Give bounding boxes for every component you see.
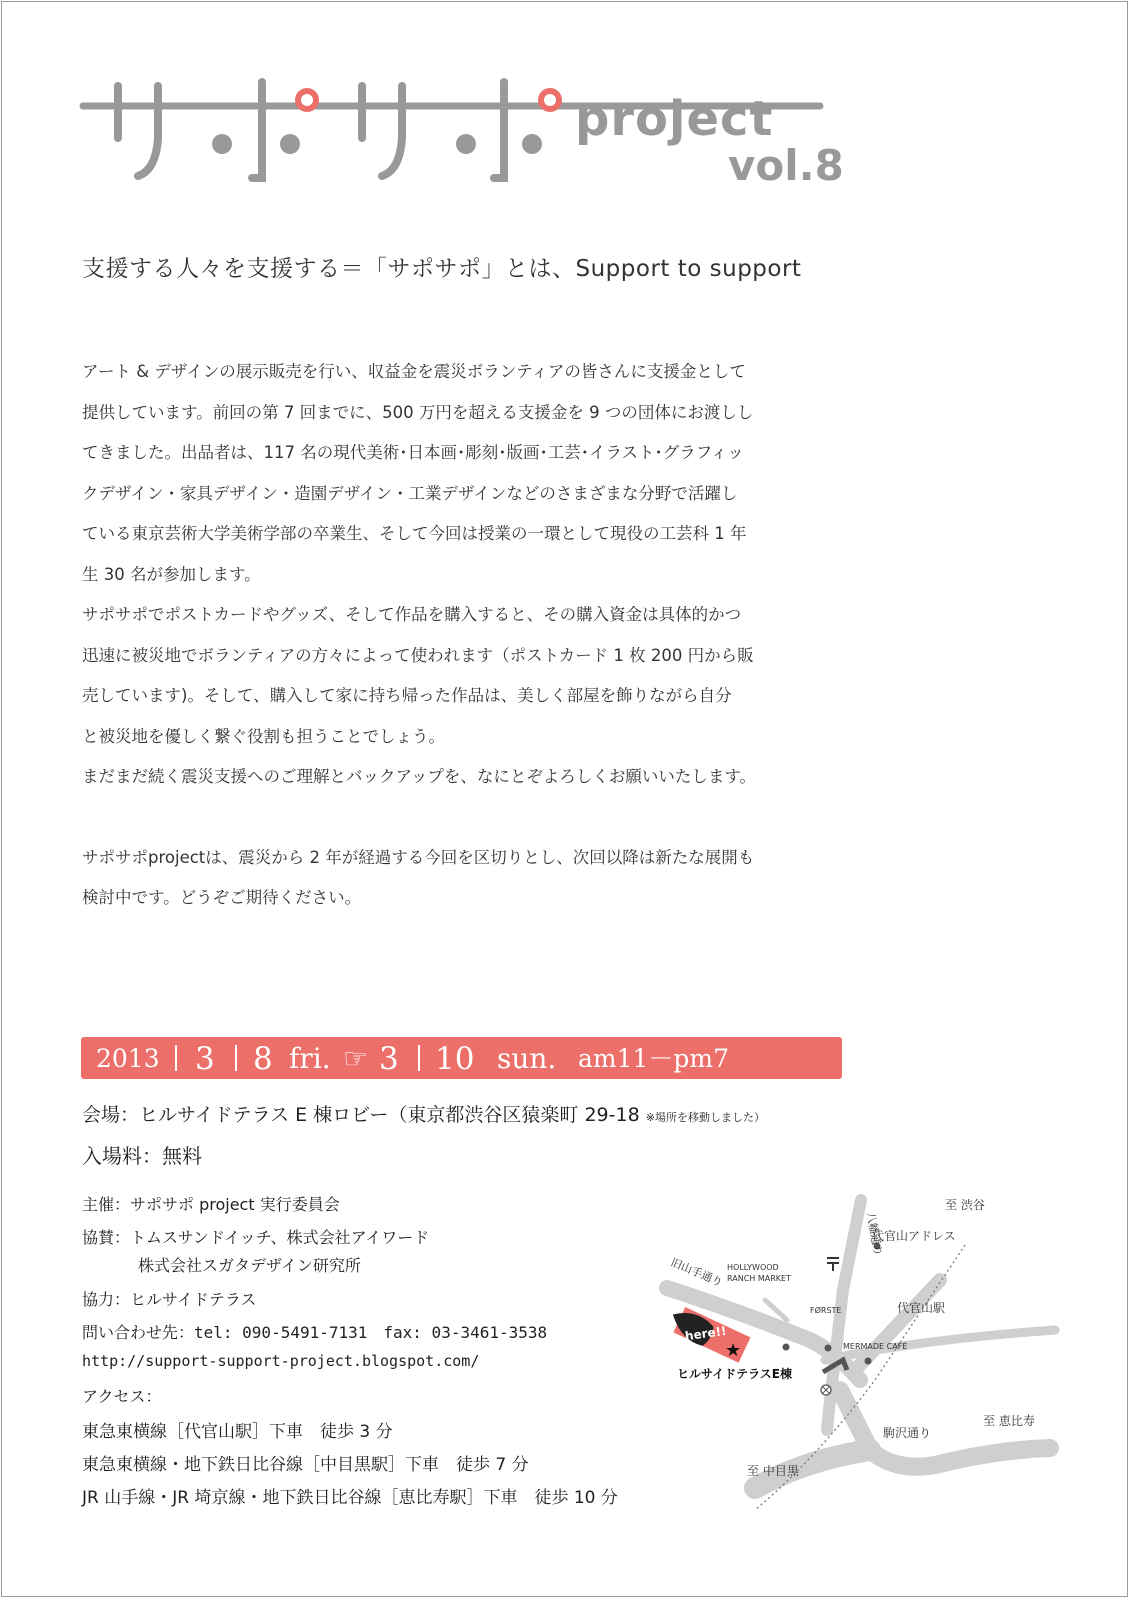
date-year: 2013 (96, 1044, 160, 1073)
access-label: アクセス： (82, 1387, 162, 1406)
venue-text: 会場：ヒルサイドテラス E 棟ロビー（東京都渋谷区猿楽町 29-18 (82, 1104, 640, 1126)
logo-kana-3 (362, 86, 402, 176)
date-end-day: 10 (435, 1041, 475, 1077)
logo-project-word: project (575, 91, 774, 147)
venue-note: ※場所を移動しました） (645, 1111, 765, 1124)
logo-dot (280, 134, 300, 154)
website-link[interactable]: http://support-support-project.blogspot.com/ (82, 1352, 480, 1370)
sapo-sapo-project-logo (80, 78, 842, 190)
body-line: ている東京芸術大学美術学部の卒業生、そして今回は授業の一環として現役の工芸科 1 年 (82, 524, 747, 543)
star-icon: ★ (725, 1340, 742, 1361)
forste-label: FØRSTE (810, 1306, 842, 1315)
date-separator (418, 1045, 420, 1071)
body-line: 迅速に被災地でボランティアの方々によって使われます（ポストカード 1 枚 200 円から販 (82, 645, 754, 665)
body-line: サポサポprojectは、震災から 2 年が経過する今回を区切りとし、次回以降は新たな展開も (82, 847, 755, 867)
body-line: と被災地を優しく繋ぐ役割も担うことでしょう。 (82, 726, 445, 746)
here-label: here!! (684, 1323, 728, 1344)
body-line: 生 30 名が参加します。 (82, 564, 261, 584)
logo-ring (298, 91, 316, 109)
paragraph-gap (82, 798, 852, 838)
event-date-bar (81, 1037, 842, 1079)
sponsor-line-1: 協賛：トムスサンドイッチ、株式会社アイワード (82, 1228, 430, 1247)
mermade-label: MERMADE CAFÉ (843, 1342, 908, 1351)
body-line: 提供しています。前回の第 7 回までに、500 万円を超える支援金を 9 つの団体にお渡しし (82, 402, 754, 422)
access-route: 東急東横線・地下鉄日比谷線［中目黒駅］下車 徒歩 7 分 (82, 1455, 529, 1475)
date-end-weekday: sun. (497, 1042, 557, 1075)
subtitle: 支援する人々を支援する＝「サポサポ」とは、Support to support (82, 256, 802, 282)
logo-ring (541, 91, 559, 109)
logo-kana-4 (494, 82, 504, 178)
hillside-label: ヒルサイドテラスE棟 (677, 1367, 792, 1381)
cooperation: 協力：ヒルサイドテラス (82, 1290, 257, 1309)
access-map (668, 1198, 1075, 1530)
body-line: クデザイン・家具デザイン・造園デザイン・工業デザインなどのさまざまな分野で活躍し (82, 483, 738, 503)
access-route: 東急東横線［代官山駅］下車 徒歩 3 分 (82, 1422, 393, 1442)
police-box-icon (821, 1385, 831, 1395)
komazawa-label: 駒沢通り (883, 1426, 932, 1440)
date-start-month: 3 (195, 1041, 215, 1077)
organizer: 主催：サポサポ project 実行委員会 (82, 1195, 340, 1214)
body-line: アート & デザインの展示販売を行い、収益金を震災ボランティアの皆さんに支援金として (82, 362, 746, 381)
post-office-icon (827, 1258, 839, 1271)
to-ebisu: 至 恵比寿 (983, 1414, 1035, 1428)
logo-kana-1 (118, 86, 158, 176)
access-route: JR 山手線・JR 埼京線・地下鉄日比谷線［恵比寿駅］下車 徒歩 10 分 (82, 1488, 618, 1508)
hachiman-label: 八幡通り (864, 1211, 885, 1257)
logo-dot (212, 134, 232, 154)
date-arrow-icon: ☞ (343, 1042, 369, 1075)
date-separator (235, 1045, 237, 1071)
sponsor-line-2: 株式会社スガタデザイン研究所 (138, 1256, 361, 1275)
date-hours: am11－pm7 (578, 1044, 730, 1073)
body-line: まだまだ続く震災支援へのご理解とバックアップを、なにとぞよろしくお願いいたします。 (82, 767, 757, 786)
hollywood-label-2: RANCH MARKET (727, 1274, 791, 1283)
side-road-2 (855, 1280, 940, 1370)
date-start-day: 8 (253, 1041, 273, 1077)
body-line: 売しています)。そして、購入して家に持ち帰った作品は、美しく部屋を飾りながら自分 (82, 686, 732, 705)
to-nakameguro: 至 中目黒 (747, 1464, 799, 1478)
kyu-yamate-label: 旧山手通り (668, 1255, 725, 1290)
logo-dot (456, 134, 476, 154)
to-shibuya: 至 渋谷 (945, 1198, 985, 1212)
date-start-weekday: fri. (289, 1042, 331, 1075)
daikanyama-address: 代官山アドレス (872, 1229, 956, 1243)
logo-kana-2 (252, 82, 262, 178)
admission-fee: 入場料：無料 (82, 1144, 202, 1168)
body-line: 検討中です。どうぞご期待ください。 (82, 888, 362, 907)
venue (82, 1100, 765, 1127)
date-separator (175, 1045, 177, 1071)
body-text (82, 352, 852, 919)
hollywood-label-1: HOLLYWOOD (727, 1263, 779, 1272)
body-line: サポサポでポストカードやグッズ、そして作品を購入すると、その購入資金は具体的かつ (82, 605, 742, 624)
date-end-month: 3 (379, 1041, 399, 1077)
body-line: てきました。出品者は、117 名の現代美術･日本画･彫刻･版画･工芸･イラスト･グラフィッ (82, 443, 744, 462)
contact: 問い合わせ先：tel: 090-5491-7131 fax: 03-3461-3538 (82, 1323, 548, 1342)
logo-dot (522, 134, 542, 154)
logo-volume: vol.8 (728, 141, 844, 190)
daikanyama-station: 代官山駅 (897, 1301, 946, 1315)
